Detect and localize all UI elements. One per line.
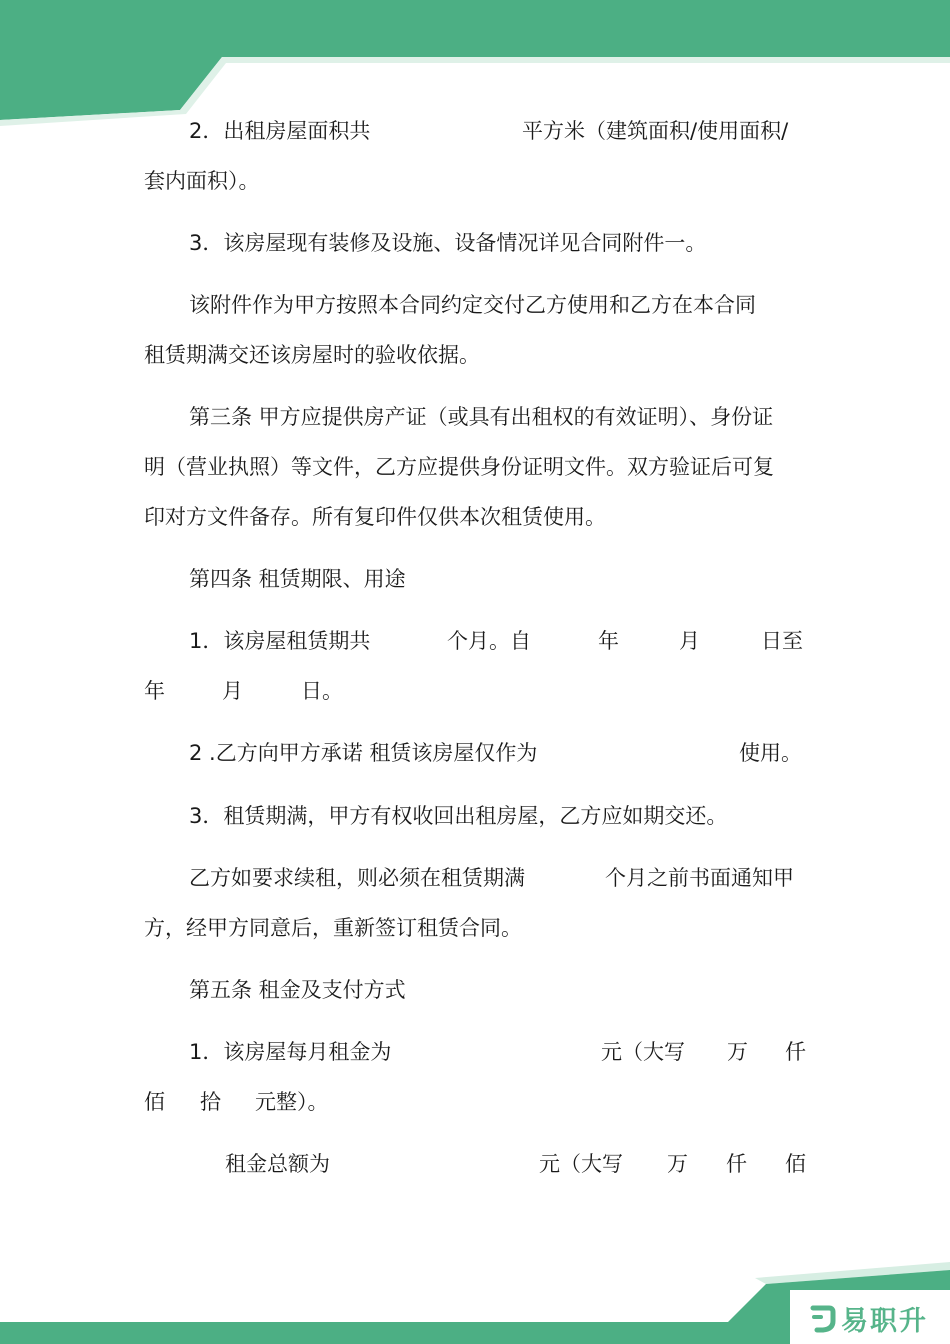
text-segment: 个月之前书面通知甲 xyxy=(605,866,794,890)
text-segment: 3．租赁期满，甲方有权收回出租房屋，乙方应如期交还。 xyxy=(189,804,728,828)
text-segment: 租赁期满交还该房屋时的验收依据。 xyxy=(144,343,480,367)
text-segment: 元（大写 xyxy=(539,1152,623,1176)
text-segment: 第三条 甲方应提供房产证（或具有出租权的有效证明）、身份证 xyxy=(189,405,774,429)
text-segment: 印对方文件备存。所有复印件仅供本次租赁使用。 xyxy=(144,505,606,529)
text-segment: 套内面积）。 xyxy=(144,169,260,193)
line-renewal xyxy=(144,862,806,894)
line-annex-basis-cont xyxy=(144,339,806,371)
bracket-logo-icon xyxy=(809,1303,837,1333)
text-segment: 2 .乙方向甲方承诺 租赁该房屋仅作为 xyxy=(189,741,538,765)
text-segment: 万 xyxy=(727,1040,748,1064)
clause-three-end xyxy=(144,501,806,533)
text-segment: 平方米（建筑面积/使用面积/ xyxy=(522,119,789,143)
line-annex-basis xyxy=(144,289,806,321)
text-segment: 3．该房屋现有装修及设施、设备情况详见合同附件一。 xyxy=(189,231,707,255)
brand-logo xyxy=(809,1298,928,1338)
line-renewal-cont xyxy=(144,912,806,944)
text-segment: 乙方如要求续租，则必须在租赁期满 xyxy=(189,866,525,890)
clause-four-heading xyxy=(144,563,806,595)
line-return xyxy=(144,800,806,832)
text-segment: 方，经甲方同意后，重新签订租赁合同。 xyxy=(144,916,522,940)
text-segment: 佰 xyxy=(785,1152,806,1176)
text-segment: 万 xyxy=(667,1152,688,1176)
text-segment: 仟 xyxy=(785,1040,806,1064)
line-lease-term-end xyxy=(144,675,806,707)
text-segment: 个月。自 xyxy=(447,629,531,653)
text-segment: 元整）。 xyxy=(255,1090,329,1114)
line-lease-term xyxy=(144,625,806,657)
text-segment: 1．该房屋每月租金为 xyxy=(189,1040,392,1064)
clause-five-heading xyxy=(144,974,806,1006)
line-usage xyxy=(144,737,806,769)
line-total-rent xyxy=(144,1148,806,1180)
text-segment: 第五条 租金及支付方式 xyxy=(189,978,406,1002)
text-segment: 日。 xyxy=(301,679,343,703)
text-segment: 明（营业执照）等文件，乙方应提供身份证明文件。双方验证后可复 xyxy=(144,455,774,479)
text-segment: 月 xyxy=(679,629,700,653)
line-monthly-rent-cont xyxy=(144,1086,806,1118)
brand-name: 易职升 xyxy=(841,1305,928,1337)
text-segment: 佰 xyxy=(144,1090,165,1114)
text-segment: 元（大写 xyxy=(601,1040,685,1064)
text-segment: 月 xyxy=(222,679,243,703)
text-segment: 1．该房屋租赁期共 xyxy=(189,629,371,653)
line-monthly-rent xyxy=(144,1036,806,1068)
text-segment: 年 xyxy=(598,629,619,653)
text-segment: 租金总额为 xyxy=(225,1152,330,1176)
text-segment: 2．出租房屋面积共 xyxy=(189,119,371,143)
text-segment: 拾 xyxy=(200,1090,221,1114)
line-facilities xyxy=(144,227,806,259)
clause-three-heading xyxy=(144,401,806,433)
clause-three-cont xyxy=(144,451,806,483)
line-area-type xyxy=(144,165,806,197)
text-segment: 使用。 xyxy=(739,741,802,765)
text-segment: 第四条 租赁期限、用途 xyxy=(189,567,406,591)
text-segment: 该附件作为甲方按照本合同约定交付乙方使用和乙方在本合同 xyxy=(189,293,756,317)
text-segment: 年 xyxy=(144,679,165,703)
text-segment: 日至 xyxy=(761,629,803,653)
text-segment: 仟 xyxy=(726,1152,747,1176)
line-area-size xyxy=(144,115,806,147)
